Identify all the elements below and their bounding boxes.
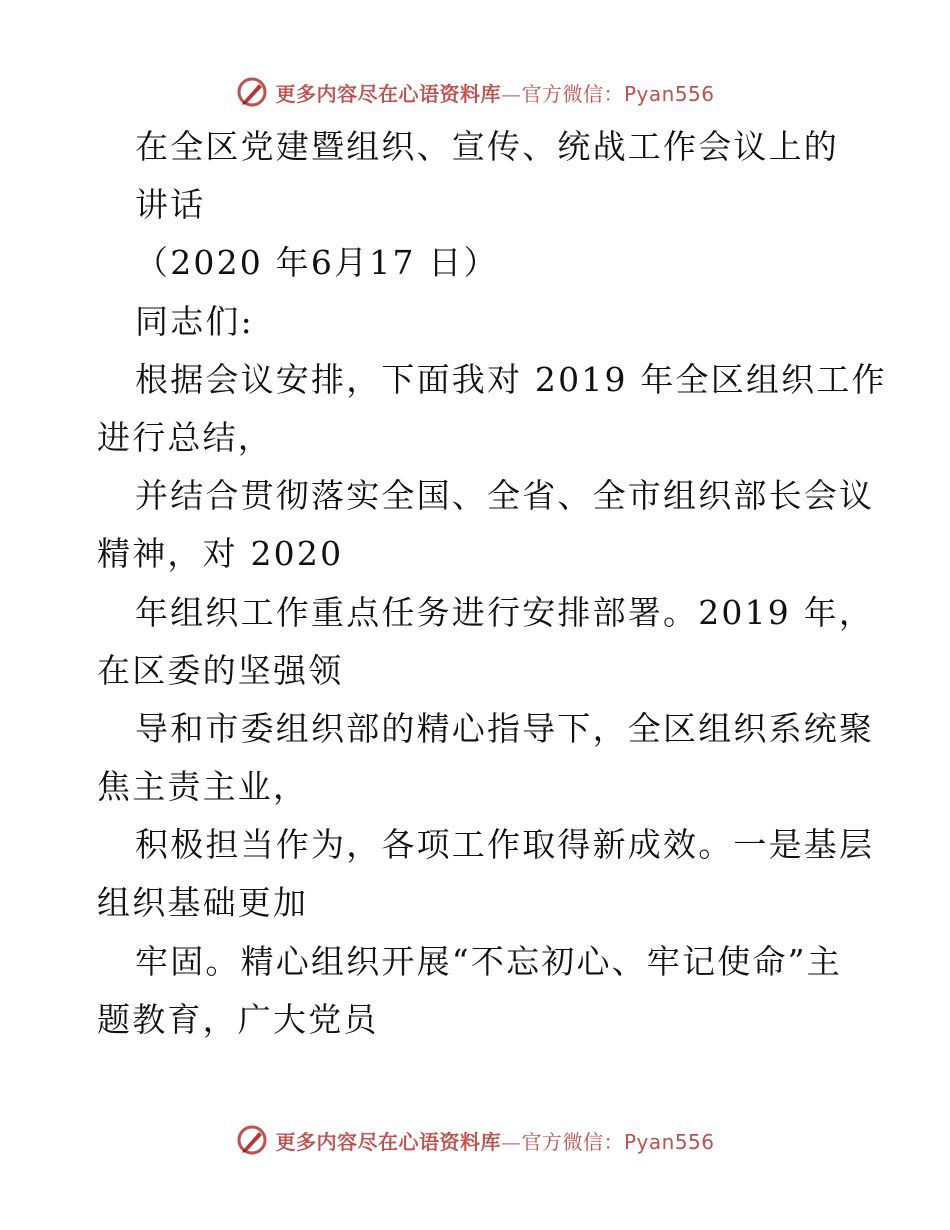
watermark-wechat-id: Pyan556 — [623, 1129, 715, 1154]
text-line: 进行总结， — [97, 417, 273, 457]
watermark-separator: — — [500, 81, 522, 106]
document-body — [97, 118, 887, 1049]
text-line: 焦主责主业， — [97, 767, 309, 807]
text-line: 年组织工作重点任务进行安排部署。2019 年， — [135, 592, 875, 632]
pen-nib-logo-icon — [235, 1123, 269, 1157]
text-line: 同志们: — [135, 301, 254, 341]
text-line: 在全区党建暨组织、宣传、统战工作会议上的 — [135, 127, 839, 166]
watermark-wechat-label: 官方微信： — [521, 81, 624, 106]
text-line: 并结合贯彻落实全国、全省、全市组织部长会议 — [135, 476, 875, 516]
watermark-brand: 更多内容尽在心语资料库 — [275, 81, 501, 106]
text-line: 精神，对 2020 — [97, 534, 344, 574]
text-line: 根据会议安排，下面我对 2019 年全区组织工作 — [135, 359, 887, 399]
text-line: （2020 年6月17 日） — [135, 243, 499, 283]
text-line: 在区委的坚强领 — [97, 650, 344, 690]
watermark-brand: 更多内容尽在心语资料库 — [275, 1129, 501, 1154]
text-line: 组织基础更加 — [97, 883, 309, 923]
watermark-text — [275, 1126, 714, 1155]
text-line: 导和市委组织部的精心指导下，全区组织系统聚 — [135, 708, 875, 748]
watermark-wechat-id: Pyan556 — [623, 81, 715, 106]
watermark-text — [275, 78, 714, 107]
footer-watermark — [0, 1118, 950, 1162]
text-line: 讲话 — [135, 185, 206, 225]
watermark-wechat-label: 官方微信： — [521, 1129, 624, 1154]
pen-nib-logo-icon — [235, 75, 269, 109]
text-line: 牢固。精心组织开展“不忘初心、牢记使命”主 — [135, 941, 842, 981]
header-watermark — [0, 70, 950, 114]
watermark-separator: — — [500, 1129, 522, 1154]
text-line: 题教育，广大党员 — [97, 999, 379, 1039]
text-line: 积极担当作为，各项工作取得新成效。一是基层 — [135, 825, 875, 865]
